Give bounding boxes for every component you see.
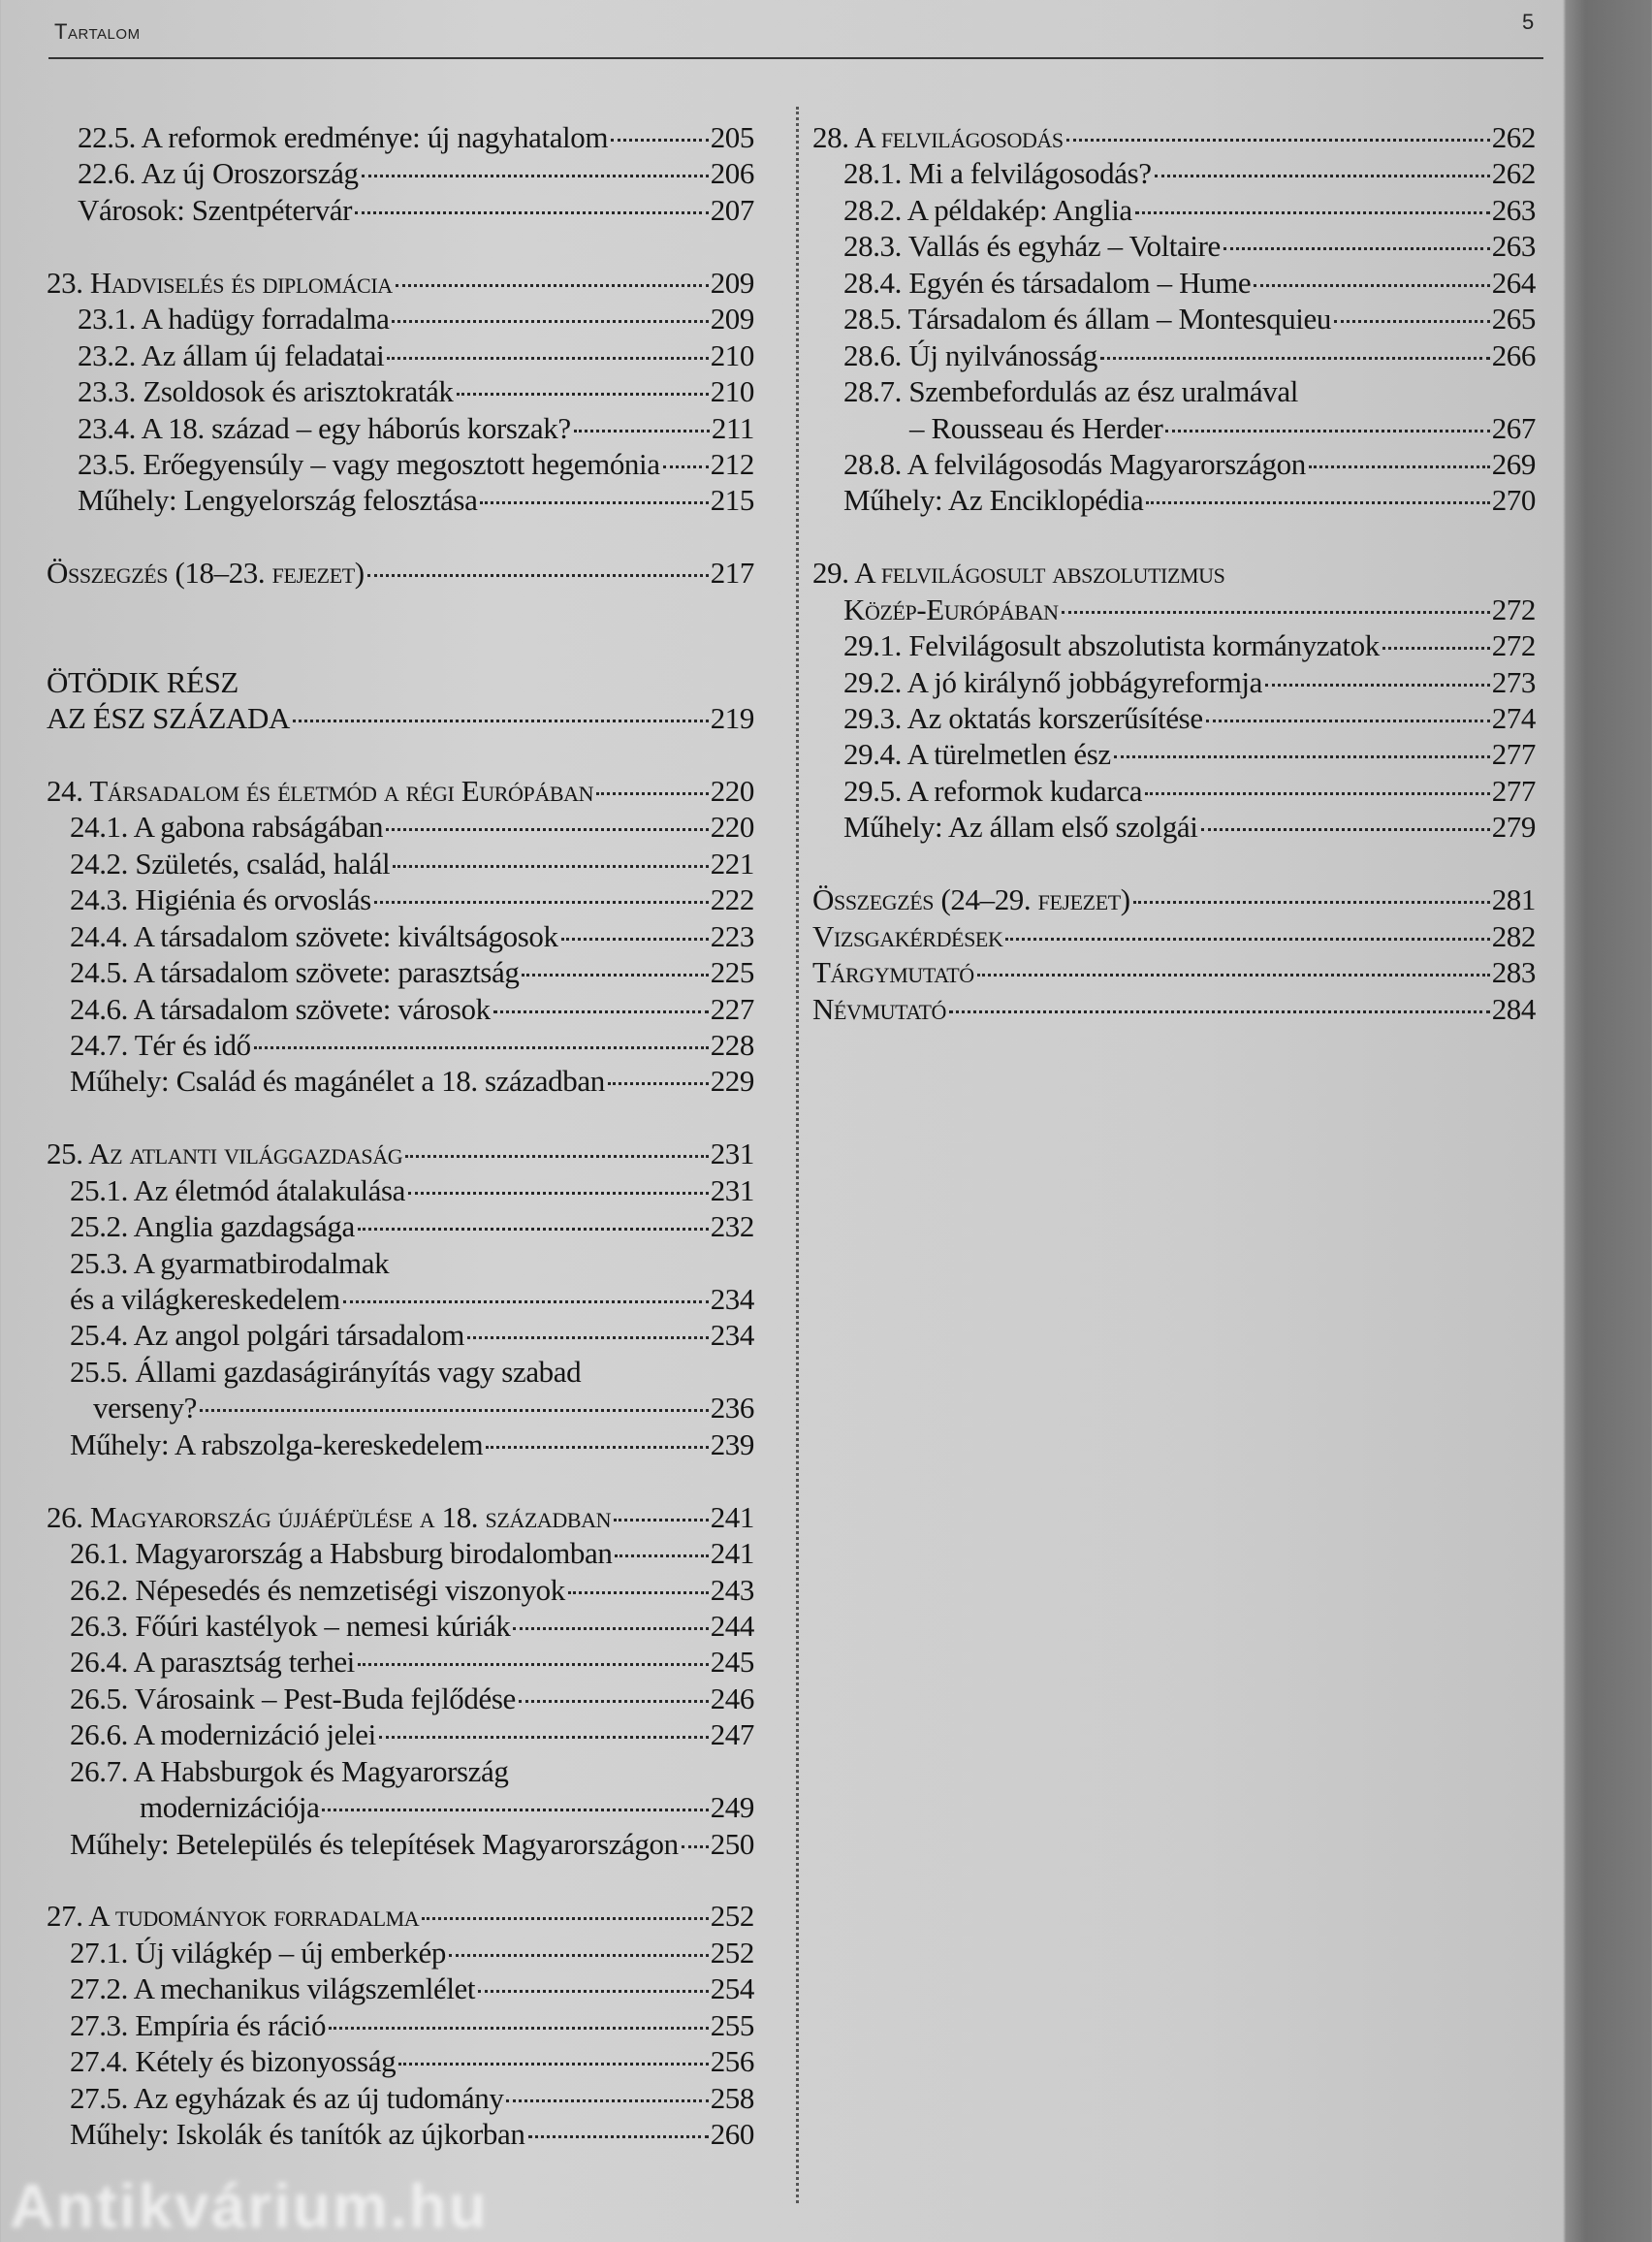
dot-leader xyxy=(449,1954,709,1957)
toc-entry-title: Tárgymutató xyxy=(812,955,974,990)
toc-entry-page: 207 xyxy=(710,192,754,227)
toc-entry[interactable] xyxy=(47,155,754,191)
toc-entry-title: 29.4. A türelmetlen ész xyxy=(843,737,1111,772)
toc-entry-title: 28. A felvilágosodás xyxy=(812,120,1064,154)
toc-entry-title: 24.5. A társadalom szövete: parasztság xyxy=(70,955,520,990)
toc-entry-page: 209 xyxy=(710,302,754,336)
toc-entry-title: 27. A tudományok forradalma xyxy=(47,1899,420,1934)
toc-entry[interactable] xyxy=(812,192,1536,228)
dot-leader xyxy=(493,1010,709,1013)
toc-entry[interactable] xyxy=(47,410,754,446)
toc-entry[interactable] xyxy=(812,482,1536,518)
toc-entry-page: 210 xyxy=(710,374,754,409)
toc-entry-page: 277 xyxy=(1491,737,1536,772)
toc-entry[interactable] xyxy=(47,846,754,881)
toc-entry[interactable] xyxy=(812,700,1536,736)
toc-entry-title: 25.5. Állami gazdaságirányítás vagy szabad xyxy=(70,1354,582,1389)
dot-leader xyxy=(393,865,709,868)
toc-entry[interactable] xyxy=(812,809,1536,845)
toc-entry[interactable] xyxy=(47,773,754,809)
dot-leader xyxy=(506,2099,708,2102)
dot-leader xyxy=(467,1336,709,1339)
toc-entry-title: Összegzés (18–23. fejezet) xyxy=(47,556,365,591)
toc-entry[interactable] xyxy=(47,1826,754,1862)
toc-entry[interactable] xyxy=(812,265,1536,301)
toc-entry-title: 26.4. A parasztság terhei xyxy=(70,1645,355,1680)
dot-leader xyxy=(379,1736,709,1739)
dot-leader xyxy=(1265,684,1490,687)
dot-leader xyxy=(457,393,709,396)
toc-entry-title: 28.1. Mi a felvilágosodás? xyxy=(843,156,1152,191)
toc-entry-page: 217 xyxy=(710,556,754,591)
toc-spacer xyxy=(812,846,1536,881)
dot-leader xyxy=(405,1155,708,1158)
toc-spacer xyxy=(47,592,754,627)
toc-entry[interactable] xyxy=(47,1317,754,1353)
toc-entry-page: 222 xyxy=(710,882,754,917)
dot-leader xyxy=(343,1300,709,1303)
toc-entry-title: 26.1. Magyarország a Habsburg birodalomban xyxy=(70,1536,613,1571)
toc-entry-title: 24.6. A társadalom szövete: városok xyxy=(70,991,491,1026)
toc-entry-title: 27.3. Empíria és ráció xyxy=(70,2007,327,2042)
toc-entry-page: 273 xyxy=(1491,664,1536,699)
dot-leader xyxy=(1254,284,1489,287)
toc-entry-page: 262 xyxy=(1491,156,1536,191)
toc-entry[interactable] xyxy=(812,446,1536,482)
toc-entry-page: 209 xyxy=(710,265,754,300)
toc-entry-page: 243 xyxy=(710,1572,754,1607)
toc-entry[interactable] xyxy=(47,1245,754,1281)
toc-entry-title: modernizációja xyxy=(140,1790,320,1825)
toc-entry-title: AZ ÉSZ SZÁZADA xyxy=(47,701,290,735)
toc-entry-title: 25.3. A gyarmatbirodalmak xyxy=(70,1245,390,1280)
dot-leader xyxy=(568,1591,709,1594)
toc-entry-page: 272 xyxy=(1491,592,1536,626)
dot-leader xyxy=(663,465,709,468)
toc-entry[interactable] xyxy=(812,773,1536,809)
toc-entry-page: 283 xyxy=(1491,955,1536,990)
toc-entry[interactable] xyxy=(812,991,1536,1027)
toc-entry-title: 23.4. A 18. század – egy háborús korszak? xyxy=(78,410,571,445)
dot-leader xyxy=(329,2027,709,2030)
toc-spacer xyxy=(47,736,754,772)
dot-leader xyxy=(254,1046,709,1049)
toc-spacer xyxy=(812,519,1536,555)
toc-entry[interactable] xyxy=(47,265,754,301)
toc-entry[interactable] xyxy=(47,1898,754,1934)
dot-leader xyxy=(519,1700,709,1703)
toc-entry-page: 212 xyxy=(710,446,754,481)
toc-entry-title: verseny? xyxy=(93,1391,197,1425)
toc-entry-page: 219 xyxy=(710,701,754,735)
toc-entry-title: Névmutató xyxy=(812,991,947,1026)
toc-entry-title: 25.4. Az angol polgári társadalom xyxy=(70,1318,464,1353)
toc-entry[interactable] xyxy=(812,918,1536,954)
toc-entry-title: 28.3. Vallás és egyház – Voltaire xyxy=(843,229,1221,264)
toc-entry-page: 244 xyxy=(710,1608,754,1643)
toc-entry[interactable] xyxy=(47,1716,754,1752)
toc-entry[interactable] xyxy=(47,1608,754,1644)
dot-leader xyxy=(522,974,708,977)
toc-entry[interactable] xyxy=(47,337,754,373)
toc-entry[interactable] xyxy=(47,1063,754,1099)
toc-spacer xyxy=(47,1462,754,1498)
toc-entry[interactable] xyxy=(812,119,1536,155)
toc-spacer xyxy=(47,519,754,555)
dot-leader xyxy=(386,828,709,831)
toc-entry-title: 28.8. A felvilágosodás Magyarországon xyxy=(843,446,1306,481)
toc-entry-title: 23.2. Az állam új feladatai xyxy=(78,337,385,372)
toc-entry-title: Műhely: Család és magánélet a 18. században xyxy=(70,1064,605,1099)
toc-entry-page: 247 xyxy=(710,1717,754,1752)
dot-leader xyxy=(1066,139,1490,142)
dot-leader xyxy=(608,1082,709,1085)
dot-leader xyxy=(1100,357,1490,360)
toc-entry-title: 28.4. Egyén és társadalom – Hume xyxy=(843,265,1252,300)
toc-entry-page: 272 xyxy=(1491,628,1536,663)
toc-entry-page: 234 xyxy=(710,1318,754,1353)
dot-leader xyxy=(1145,792,1490,795)
toc-entry-page: 267 xyxy=(1491,410,1536,445)
toc-entry-page: 269 xyxy=(1491,446,1536,481)
dot-leader xyxy=(1005,938,1489,941)
toc-entry[interactable] xyxy=(47,954,754,990)
toc-entry-title: Műhely: Az állam első szolgái xyxy=(843,810,1198,845)
toc-entry-title: 24.7. Tér és idő xyxy=(70,1027,251,1062)
toc-entry-page: 252 xyxy=(710,1935,754,1970)
dot-leader xyxy=(367,574,709,577)
toc-entry-title: Műhely: Iskolák és tanítók az újkorban xyxy=(70,2117,525,2152)
toc-entry-title: 28.7. Szembefordulás az ész uralmával xyxy=(843,374,1298,409)
toc-entry-title: 29. A felvilágosult abszolutizmus xyxy=(812,556,1225,591)
toc-entry-page: 284 xyxy=(1491,991,1536,1026)
dot-leader xyxy=(574,430,710,432)
toc-entry[interactable] xyxy=(47,1354,754,1390)
toc-entry[interactable] xyxy=(47,119,754,155)
toc-entry-page: 228 xyxy=(710,1027,754,1062)
toc-entry-title: 24.1. A gabona rabságában xyxy=(70,810,384,845)
toc-entry-title: 29.3. Az oktatás korszerűsítése xyxy=(843,701,1203,735)
toc-entry-title: Műhely: Lengyelország felosztása xyxy=(78,483,478,518)
toc-entry-page: 279 xyxy=(1491,810,1536,845)
toc-spacer xyxy=(47,228,754,264)
toc-entry-page: 266 xyxy=(1491,337,1536,372)
toc-entry[interactable] xyxy=(47,1027,754,1063)
toc-spacer xyxy=(47,1100,754,1136)
toc-entry-title: 26.3. Főúri kastélyok – nemesi kúriák xyxy=(70,1608,511,1643)
toc-entry[interactable] xyxy=(47,446,754,482)
toc-entry[interactable] xyxy=(47,2043,754,2079)
dot-leader xyxy=(398,2063,709,2066)
toc-entry-page: 274 xyxy=(1491,701,1536,735)
toc-entry-title: – Rousseau és Herder xyxy=(909,410,1163,445)
toc-entry-title: 27.2. A mechanikus világszemlélet xyxy=(70,1971,476,2006)
header-rule xyxy=(48,57,1543,59)
toc-entry-page: 206 xyxy=(710,156,754,191)
toc-entry-title: 28.6. Új nyilvánosság xyxy=(843,337,1097,372)
toc-entry-page: 245 xyxy=(710,1645,754,1680)
dot-leader xyxy=(422,1917,708,1920)
toc-entry-page: 231 xyxy=(710,1172,754,1207)
toc-entry-page: 258 xyxy=(710,2080,754,2115)
toc-entry-title: 26.5. Városaink – Pest-Buda fejlődése xyxy=(70,1681,516,1715)
toc-entry-title: Műhely: Betelepülés és telepítések Magyarországon xyxy=(70,1826,679,1861)
dot-leader xyxy=(358,1228,709,1231)
toc-entry-title: 29.2. A jó királynő jobbágyreformja xyxy=(843,664,1262,699)
toc-entry-page: 250 xyxy=(710,1826,754,1861)
toc-entry-title: 25. Az atlanti világgazdaság xyxy=(47,1137,403,1171)
toc-entry-page: 265 xyxy=(1491,302,1536,336)
toc-entry-page: 227 xyxy=(710,991,754,1026)
toc-entry[interactable] xyxy=(812,155,1536,191)
toc-spacer xyxy=(47,1862,754,1898)
dot-leader xyxy=(682,1845,709,1848)
toc-entry[interactable] xyxy=(47,1208,754,1244)
toc-entry-title: 24.3. Higiénia és orvoslás xyxy=(70,882,371,917)
dot-leader xyxy=(1201,828,1490,831)
dot-leader xyxy=(1135,211,1490,214)
toc-entry-page: 215 xyxy=(710,483,754,518)
toc-entry-title: 29.5. A reformok kudarca xyxy=(843,773,1143,808)
dot-leader xyxy=(528,2135,709,2138)
dot-leader xyxy=(611,139,709,142)
toc-entry-title: 27.4. Kétely és bizonyosság xyxy=(70,2044,397,2079)
toc-entry-page: 277 xyxy=(1491,773,1536,808)
toc-entry-title: 22.5. A reformok eredménye: új nagyhatalom xyxy=(78,120,609,154)
dot-leader xyxy=(1114,755,1490,758)
toc-entry[interactable] xyxy=(47,700,754,736)
toc-entry-page: 256 xyxy=(710,2044,754,2079)
toc-entry-page: 220 xyxy=(710,773,754,808)
toc-entry[interactable] xyxy=(812,555,1536,591)
toc-entry[interactable] xyxy=(47,1426,754,1462)
toc-entry-page: 210 xyxy=(710,337,754,372)
toc-entry-title: 27.1. Új világkép – új emberkép xyxy=(70,1935,446,1970)
toc-entry-page: 270 xyxy=(1491,483,1536,518)
toc-entry-page: 255 xyxy=(710,2007,754,2042)
dot-leader xyxy=(322,1809,708,1811)
toc-entry-page: 229 xyxy=(710,1064,754,1099)
dot-leader xyxy=(596,792,709,795)
toc-entry-title: ÖTÖDIK RÉSZ xyxy=(47,664,238,699)
toc-entry[interactable] xyxy=(812,228,1536,264)
toc-entry-page: 234 xyxy=(710,1282,754,1316)
dot-leader xyxy=(374,901,709,904)
toc-entry[interactable] xyxy=(47,1644,754,1680)
toc-entry-title: Közép-Európában xyxy=(843,592,1059,626)
toc-entry-page: 263 xyxy=(1491,229,1536,264)
toc-entry-page: 241 xyxy=(710,1499,754,1534)
dot-leader xyxy=(1223,247,1490,250)
toc-entry[interactable] xyxy=(47,1970,754,2006)
toc-entry[interactable] xyxy=(47,809,754,845)
toc-entry-title: 28.5. Társadalom és állam – Montesquieu xyxy=(843,302,1331,336)
toc-entry[interactable] xyxy=(47,1681,754,1716)
toc-entry-page: 220 xyxy=(710,810,754,845)
toc-entry-page: 246 xyxy=(710,1681,754,1715)
dot-leader xyxy=(561,938,709,941)
toc-entry-title: 26.6. A modernizáció jelei xyxy=(70,1717,376,1752)
toc-entry-page: 281 xyxy=(1491,882,1536,917)
running-head-title: Tartalom xyxy=(54,19,141,44)
toc-entry-page: 241 xyxy=(710,1536,754,1571)
toc-entry-title: Műhely: A rabszolga-kereskedelem xyxy=(70,1426,484,1461)
dot-leader xyxy=(362,175,709,177)
dot-leader xyxy=(358,1663,709,1666)
toc-entry-title: 27.5. Az egyházak és az új tudomány xyxy=(70,2080,504,2115)
toc-entry-title: 26. Magyarország újjáépülése a 18. században xyxy=(47,1499,612,1534)
toc-entry[interactable] xyxy=(47,482,754,518)
toc-entry[interactable] xyxy=(47,918,754,954)
toc-entry-page: 282 xyxy=(1491,918,1536,953)
toc-entry[interactable] xyxy=(47,2007,754,2043)
toc-entry-title: 28.2. A példakép: Anglia xyxy=(843,192,1132,227)
toc-entry-page: 205 xyxy=(710,120,754,154)
toc-spacer xyxy=(47,627,754,663)
watermark: Antikvárium.hu xyxy=(10,2171,489,2241)
toc-entry-page: 254 xyxy=(710,1971,754,2006)
toc-entry-title: Vizsgakérdések xyxy=(812,918,1003,953)
toc-entry-title: Műhely: Az Enciklopédia xyxy=(843,483,1144,518)
toc-entry[interactable] xyxy=(47,1753,754,1789)
dot-leader xyxy=(1334,320,1490,323)
toc-entry[interactable] xyxy=(47,1572,754,1608)
toc-entry-page: 239 xyxy=(710,1426,754,1461)
toc-entry-page: 252 xyxy=(710,1899,754,1934)
toc-entry-page: 225 xyxy=(710,955,754,990)
dot-leader xyxy=(355,211,709,214)
toc-entry-page: 231 xyxy=(710,1137,754,1171)
toc-entry[interactable] xyxy=(47,1136,754,1171)
toc-entry[interactable] xyxy=(812,301,1536,336)
toc-entry-title: 29.1. Felvilágosult abszolutista kormányzatok xyxy=(843,628,1380,663)
toc-entry-title: és a világkereskedelem xyxy=(70,1282,340,1316)
toc-entry[interactable] xyxy=(812,664,1536,700)
dot-leader xyxy=(293,720,709,722)
toc-entry[interactable] xyxy=(812,881,1536,917)
toc-entry-page: 232 xyxy=(710,1209,754,1244)
toc-entry[interactable] xyxy=(47,373,754,409)
dot-leader xyxy=(396,284,709,287)
toc-left-column xyxy=(47,119,754,2153)
page-number: 5 xyxy=(1522,10,1535,34)
dot-leader xyxy=(480,501,708,504)
dot-leader xyxy=(478,1990,709,1993)
toc-entry-title: 23. Hadviselés és diplomácia xyxy=(47,265,393,300)
toc-entry-page: 249 xyxy=(710,1790,754,1825)
dot-leader xyxy=(1062,611,1490,614)
dot-leader xyxy=(486,1446,708,1449)
toc-entry-title: 23.1. A hadügy forradalma xyxy=(78,302,390,336)
toc-entry-title: 22.6. Az új Oroszország xyxy=(78,156,359,191)
toc-entry-page: 236 xyxy=(710,1391,754,1425)
dot-leader xyxy=(1146,501,1489,504)
toc-entry-title: 24.2. Születés, család, halál xyxy=(70,846,391,881)
toc-entry[interactable] xyxy=(47,1535,754,1571)
toc-entry[interactable] xyxy=(47,1172,754,1208)
toc-entry[interactable] xyxy=(812,373,1536,409)
dot-leader xyxy=(408,1192,709,1195)
toc-entry-page: 260 xyxy=(710,2117,754,2152)
toc-entry-page: 262 xyxy=(1491,120,1536,154)
dot-leader xyxy=(1206,720,1490,722)
toc-entry-title: 23.5. Erőegyensúly – vagy megosztott hegemónia xyxy=(78,446,660,481)
dot-leader xyxy=(1155,175,1490,177)
dot-leader xyxy=(614,1519,709,1521)
dot-leader xyxy=(200,1409,709,1412)
toc-entry[interactable] xyxy=(812,627,1536,663)
toc-entry-title: Összegzés (24–29. fejezet) xyxy=(812,882,1130,917)
dot-leader xyxy=(392,320,708,323)
toc-entry-title: 25.1. Az életmód átalakulása xyxy=(70,1172,406,1207)
toc-entry[interactable] xyxy=(812,410,1536,446)
toc-entry-page: 223 xyxy=(710,918,754,953)
toc-entry[interactable] xyxy=(47,1789,754,1825)
toc-entry[interactable] xyxy=(47,1935,754,1970)
toc-entry-title: 23.3. Zsoldosok és arisztokraták xyxy=(78,374,454,409)
dot-leader xyxy=(615,1554,708,1557)
toc-entry[interactable] xyxy=(47,881,754,917)
dot-leader xyxy=(949,1010,1490,1013)
toc-entry[interactable] xyxy=(812,736,1536,772)
toc-entry-page: 211 xyxy=(711,410,754,445)
dot-leader xyxy=(1382,647,1490,650)
dot-leader xyxy=(387,357,708,360)
toc-entry[interactable] xyxy=(47,1390,754,1425)
toc-entry-page: 263 xyxy=(1491,192,1536,227)
dot-leader xyxy=(1133,901,1490,904)
dot-leader xyxy=(1165,430,1489,432)
toc-entry-title: 26.7. A Habsburgok és Magyarország xyxy=(70,1753,509,1788)
dot-leader xyxy=(513,1627,708,1630)
toc-entry-title: Városok: Szentpétervár xyxy=(78,192,353,227)
toc-entry-title: 24.4. A társadalom szövete: kiváltságosok xyxy=(70,918,558,953)
toc-entry-page: 264 xyxy=(1491,265,1536,300)
toc-entry-title: 26.2. Népesedés és nemzetiségi viszonyok xyxy=(70,1572,565,1607)
toc-right-column xyxy=(812,119,1536,1027)
toc-entry[interactable] xyxy=(812,592,1536,627)
toc-entry[interactable] xyxy=(812,337,1536,373)
toc-entry-page: 221 xyxy=(710,846,754,881)
toc-entry[interactable] xyxy=(47,192,754,228)
toc-entry[interactable] xyxy=(47,301,754,336)
dot-leader xyxy=(1309,465,1490,468)
column-divider xyxy=(796,107,799,2203)
toc-entry[interactable] xyxy=(812,954,1536,990)
toc-entry[interactable] xyxy=(47,2080,754,2116)
toc-entry[interactable] xyxy=(47,555,754,591)
toc-entry-title: 25.2. Anglia gazdagsága xyxy=(70,1209,355,1244)
toc-entry[interactable] xyxy=(47,991,754,1027)
toc-entry[interactable] xyxy=(47,1281,754,1317)
toc-entry[interactable] xyxy=(47,2116,754,2152)
toc-entry[interactable] xyxy=(47,1499,754,1535)
toc-entry-title: 24. Társadalom és életmód a régi Európában xyxy=(47,773,594,808)
toc-entry[interactable] xyxy=(47,664,754,700)
dot-leader xyxy=(977,974,1490,977)
